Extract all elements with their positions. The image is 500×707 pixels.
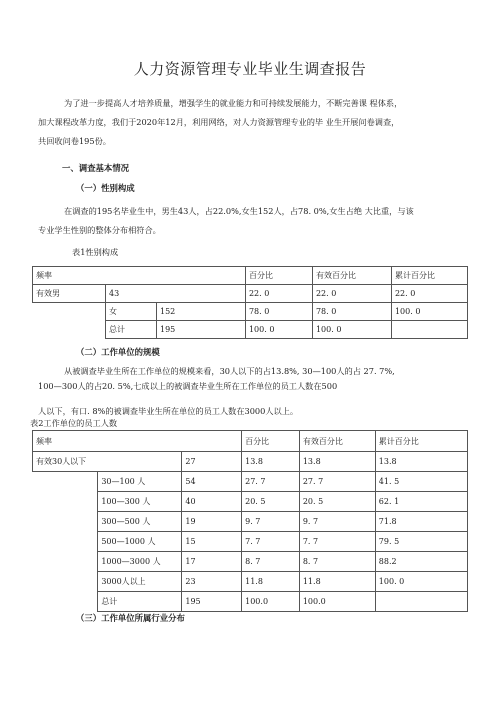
- table-cell: 100. 0: [312, 321, 391, 339]
- subsection-heading: （二）工作单位的规模: [76, 347, 160, 357]
- table-cell: 100.0: [299, 592, 375, 612]
- table1-caption: 表1性别构成: [72, 247, 119, 257]
- blank-cell: [33, 472, 98, 612]
- header-cell: 频率: [33, 267, 246, 285]
- group-label: 有效: [36, 457, 52, 466]
- row-label: 300—500 人: [98, 512, 182, 532]
- table-cell: 195: [182, 592, 242, 612]
- scale-paragraph: [38, 364, 466, 419]
- table-cell: 195: [157, 321, 246, 339]
- row-label: 总计: [98, 592, 182, 612]
- table-row: [33, 532, 468, 552]
- table-header-row: [33, 431, 468, 452]
- table-cell: 71.8: [375, 512, 467, 532]
- table-cell: 100. 0: [375, 572, 467, 592]
- table-cell: 22. 0: [391, 285, 467, 303]
- scale-line: 人以下，有口. 8%的被调查毕业生所在单位的员工人数在3000人以上。: [38, 406, 299, 416]
- intro-line: 加大课程改革力度，我们于2020年12月，利用网络，对人力资源管理专业的毕 业生开展问卷调查，: [38, 117, 400, 127]
- table-cell: 100. 0: [245, 321, 312, 339]
- intro-line: 为了进一步提高人才培养质量，增强学生的就业能力和可持续发展能力，不断完善课 程体系，: [64, 98, 403, 108]
- header-cell: 有效百分比: [299, 431, 375, 452]
- table-row: [33, 452, 468, 472]
- row-label: 500—1000 人: [98, 532, 182, 552]
- table-cell: 100. 0: [391, 303, 467, 321]
- table-cell: 79. 5: [375, 532, 467, 552]
- intro-paragraph: [38, 94, 466, 151]
- table-cell: 11.8: [242, 572, 300, 592]
- table-cell: [375, 592, 467, 612]
- row-label: 总计: [106, 321, 157, 339]
- row-label: 3000人以上: [98, 572, 182, 592]
- group-label: 有效: [36, 289, 52, 298]
- table-cell: [391, 321, 467, 339]
- header-cell: 百分比: [245, 267, 312, 285]
- table-cell: 13.8: [375, 452, 467, 472]
- row-label: 男: [52, 289, 60, 298]
- table-row: [33, 512, 468, 532]
- table-cell: 62. 1: [375, 492, 467, 512]
- table-cell: 100.0: [242, 592, 300, 612]
- table-row: [33, 492, 468, 512]
- table-cell: 22. 0: [245, 285, 312, 303]
- table-cell: 8. 7: [299, 552, 375, 572]
- group-cell: [33, 285, 106, 303]
- row-label: 30—100 人: [98, 472, 182, 492]
- table-cell: 23: [182, 572, 242, 592]
- group-cell: [33, 452, 182, 472]
- table-cell: 40: [182, 492, 242, 512]
- scale-line: 从被调查毕业生所在工作单位的规模来看，30人以下的占13.8%, 30—100人的占 27. 7%,: [64, 366, 395, 376]
- table-cell: 8. 7: [242, 552, 300, 572]
- header-cell: 累计百分比: [375, 431, 467, 452]
- table-header-row: [33, 267, 468, 285]
- table-cell: 78. 0: [245, 303, 312, 321]
- table-cell: 152: [157, 303, 246, 321]
- table-row: [33, 472, 468, 492]
- table-cell: 17: [182, 552, 242, 572]
- table-cell: 78. 0: [312, 303, 391, 321]
- page-title: 人力资源管理专业毕业生调查报告: [133, 60, 367, 78]
- table-row: [33, 572, 468, 592]
- table-cell: 11.8: [299, 572, 375, 592]
- table-row: [33, 552, 468, 572]
- header-cell: 频率: [33, 431, 242, 452]
- table-cell: 19: [182, 512, 242, 532]
- table-cell: 27. 7: [242, 472, 300, 492]
- table-cell: 27. 7: [299, 472, 375, 492]
- table-cell: 15: [182, 532, 242, 552]
- employee-table: [32, 430, 468, 612]
- row-label: 1000—3000 人: [98, 552, 182, 572]
- intro-line: 共回收问卷195份。: [38, 136, 111, 146]
- subsection-heading: （一）性别构成: [76, 183, 135, 193]
- row-label: 女: [106, 303, 157, 321]
- gender-line: 专业学生性别的整体分布相符合。: [38, 225, 161, 235]
- table-row: [33, 285, 468, 303]
- table-cell: 20. 5: [242, 492, 300, 512]
- table-cell: 22. 0: [312, 285, 391, 303]
- row-label: 30人以下: [52, 457, 87, 466]
- header-cell: 累计百分比: [391, 267, 467, 285]
- table-cell: 13.8: [299, 452, 375, 472]
- subsection-heading: （三）工作单位所属行业分布: [76, 613, 185, 623]
- header-cell: 有效百分比: [312, 267, 391, 285]
- table2-caption: 表2工作单位的员工人数: [30, 418, 118, 428]
- table-cell: 54: [182, 472, 242, 492]
- table-row: [33, 303, 468, 321]
- table-cell: 20. 5: [299, 492, 375, 512]
- table-cell: 7. 7: [299, 532, 375, 552]
- gender-table: [32, 266, 468, 339]
- table-cell: 7. 7: [242, 532, 300, 552]
- row-label: 100—300 人: [98, 492, 182, 512]
- blank-cell: [33, 303, 106, 339]
- table-cell: 13.8: [242, 452, 300, 472]
- section-heading: 一、调查基本情况: [62, 163, 129, 173]
- table-cell: 9. 7: [242, 512, 300, 532]
- gender-line: 在调查的195名毕业生中，男生43人，占22.0%,女生152人，占78. 0%,女生占绝 大比重，与该: [64, 206, 414, 216]
- table-cell: 41. 5: [375, 472, 467, 492]
- table-cell: 27: [182, 452, 242, 472]
- table-cell: 88.2: [375, 552, 467, 572]
- table-cell: 9. 7: [299, 512, 375, 532]
- scale-line: 100—300人的占20. 5%,七成以上的被调查毕业生所在工作单位的员工人数在500: [38, 381, 338, 391]
- gender-paragraph: [38, 202, 466, 240]
- table-row: [33, 592, 468, 612]
- header-cell: 百分比: [242, 431, 300, 452]
- table-cell: 43: [106, 285, 246, 303]
